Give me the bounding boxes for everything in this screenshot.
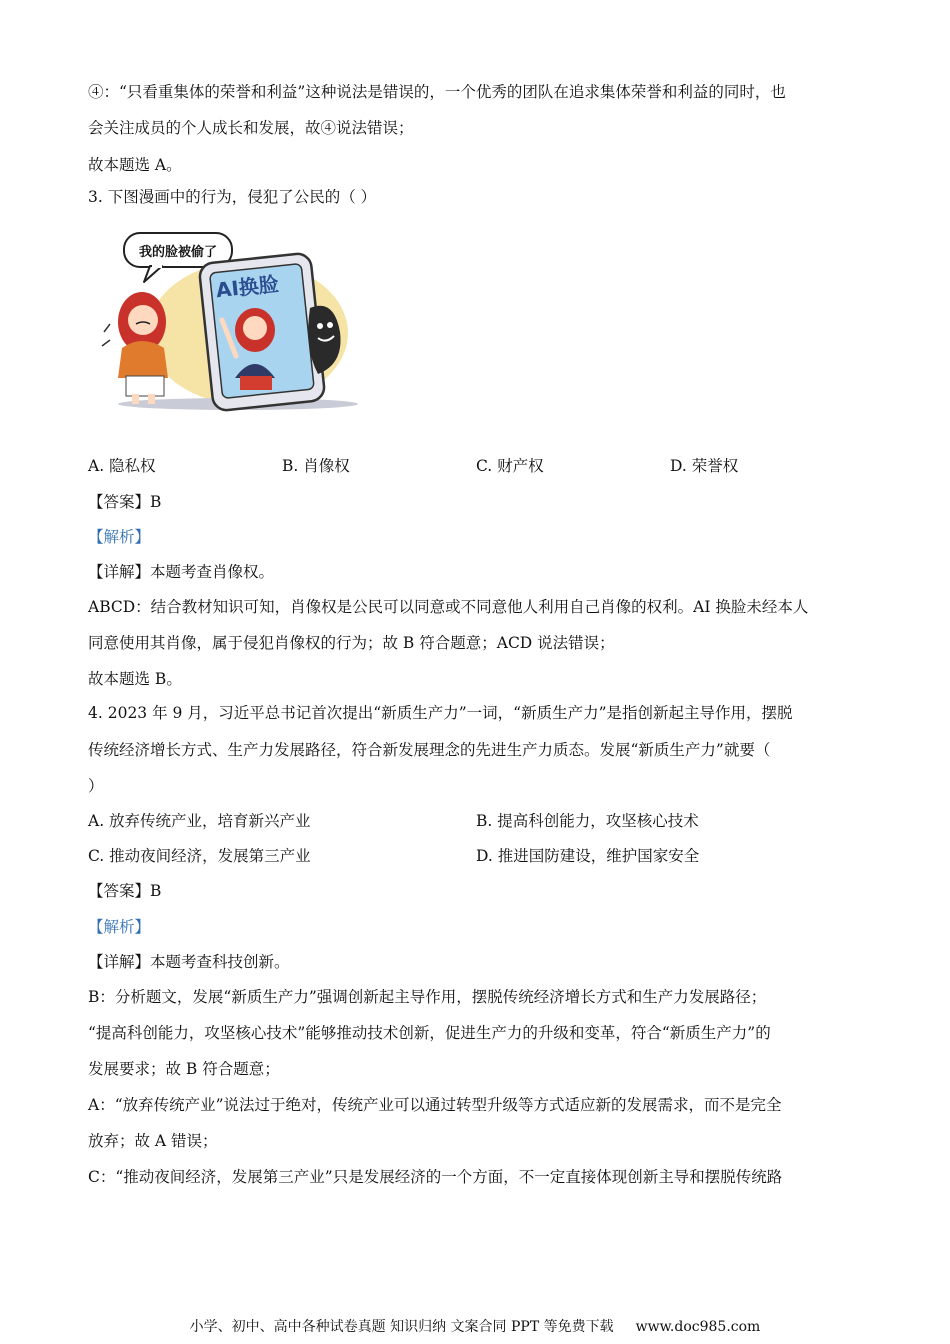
question-3-stem: 3. 下图漫画中的行为，侵犯了公民的（ ） bbox=[88, 188, 377, 206]
answer-label: 【答案】B bbox=[88, 493, 162, 511]
question-4-stem: 4. 2023 年 9 月，习近平总书记首次提出“新质生产力”一词，“新质生产力”是指创新起主导作用，摆脱 bbox=[88, 704, 793, 722]
analysis-label: 【解析】 bbox=[88, 528, 151, 546]
footer-text: 小学、初中、高中各种试卷真题 知识归纳 文案合同 PPT 等免费下载 bbox=[189, 1319, 614, 1335]
detail-line: ABCD：结合教材知识可知，肖像权是公民可以同意或不同意他人利用自己肖像的权利。AI 换脸未经本人 bbox=[88, 598, 809, 616]
option-a: A. 隐私权 bbox=[88, 457, 156, 475]
detail-line: 【详解】本题考查科技创新。 bbox=[88, 953, 290, 971]
detail-line: 发展要求；故 B 符合题意； bbox=[88, 1060, 280, 1078]
detail-line: 【详解】本题考查肖像权。 bbox=[88, 563, 275, 581]
detail-line: 故本题选 B。 bbox=[88, 670, 182, 688]
speech-bubble-text: 我的脸被偷了 bbox=[138, 245, 218, 260]
option-c: C. 推动夜间经济，发展第三产业 bbox=[88, 847, 311, 865]
option-b: B. 提高科创能力，攻坚核心技术 bbox=[476, 812, 699, 830]
detail-line: C：“推动夜间经济，发展第三产业”只是发展经济的一个方面，不一定直接体现创新主导和摆脱传统路 bbox=[88, 1168, 783, 1186]
detail-line: 放弃；故 A 错误； bbox=[88, 1132, 218, 1150]
answer-label: 【答案】B bbox=[88, 882, 162, 900]
question-4-stem: ） bbox=[88, 777, 104, 795]
text-line: 会关注成员的个人成长和发展，故④说法错误； bbox=[88, 119, 414, 137]
question-4-stem: 传统经济增长方式、生产力发展路径，符合新发展理念的先进生产力质态。发展“新质生产力”就要（ bbox=[88, 741, 771, 759]
detail-line: B：分析题文，发展“新质生产力”强调创新起主导作用，摆脱传统经济增长方式和生产力发展路径； bbox=[88, 988, 767, 1006]
option-d: D. 推进国防建设，维护国家安全 bbox=[476, 847, 700, 865]
screen-label: AI换脸 bbox=[214, 271, 280, 303]
option-a: A. 放弃传统产业，培育新兴产业 bbox=[88, 812, 311, 830]
option-c: C. 财产权 bbox=[476, 457, 544, 475]
detail-line: A：“放弃传统产业”说法过于绝对，传统产业可以通过转型升级等方式适应新的发展需求，而不是完全 bbox=[88, 1096, 782, 1114]
option-d: D. 荣誉权 bbox=[670, 457, 739, 475]
analysis-label: 【解析】 bbox=[88, 918, 151, 936]
page-footer bbox=[0, 1316, 950, 1336]
text-line: ④：“只看重集体的荣誉和利益”这种说法是错误的，一个优秀的团队在追求集体荣誉和利益的同时，也 bbox=[88, 83, 786, 101]
option-b: B. 肖像权 bbox=[282, 457, 350, 475]
text-line: 故本题选 A。 bbox=[88, 156, 182, 174]
detail-line: “提高科创能力，攻坚核心技术”能够推动技术创新，促进生产力的升级和变革，符合“新质生产力”的 bbox=[88, 1024, 771, 1042]
detail-line: 同意使用其肖像，属于侵犯肖像权的行为；故 B 符合题意；ACD 说法错误； bbox=[88, 634, 615, 652]
ai-face-swap-cartoon bbox=[98, 228, 360, 412]
footer-url[interactable]: www.doc985.com bbox=[635, 1319, 761, 1335]
